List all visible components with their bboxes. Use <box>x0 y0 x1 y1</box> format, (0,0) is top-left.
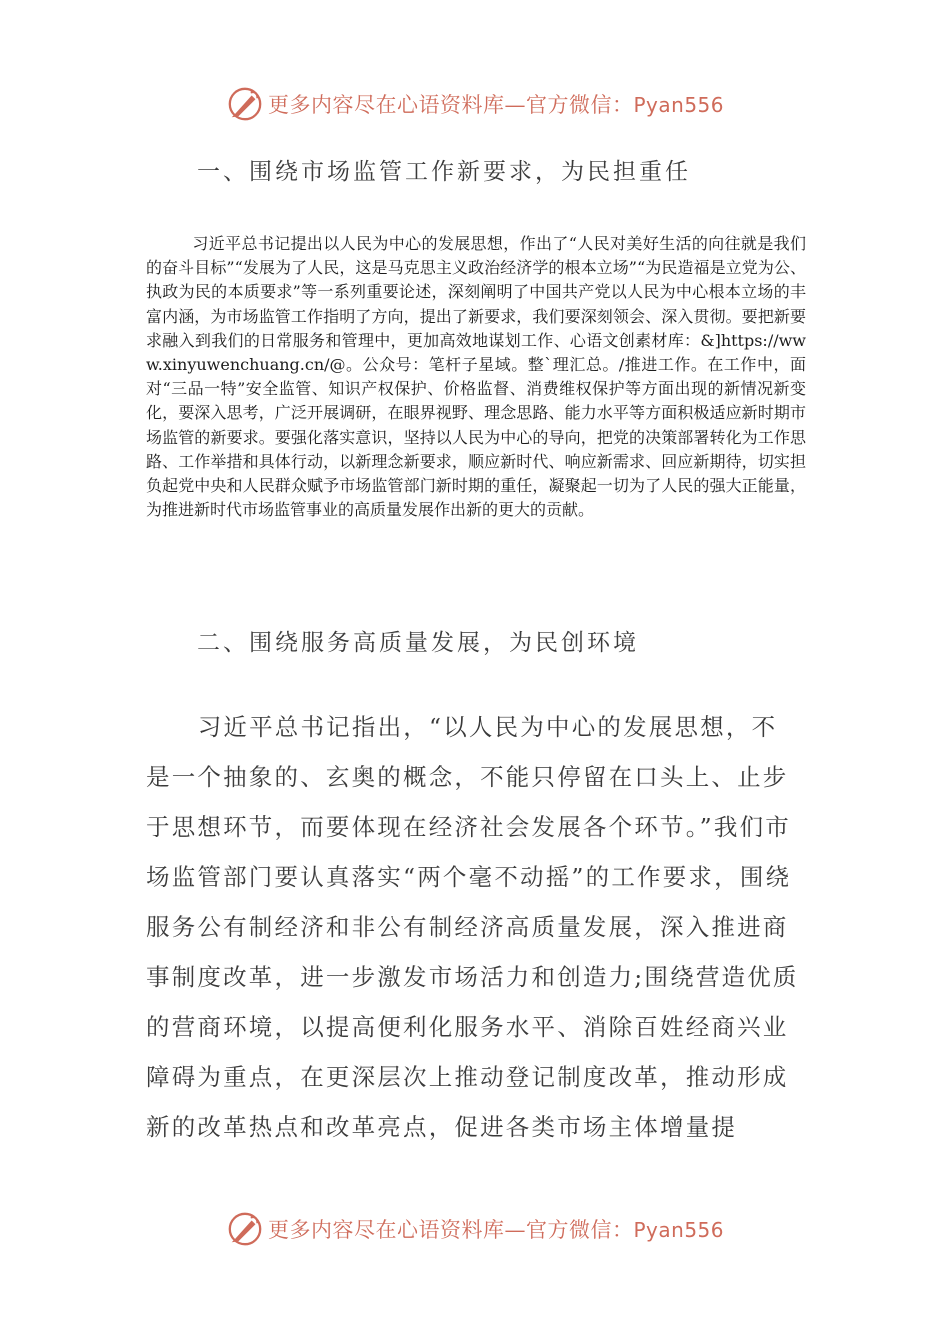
banner-text <box>268 1214 724 1244</box>
banner-wechat-id: Pyan556 <box>633 93 725 117</box>
header-banner <box>226 84 724 124</box>
section-2-paragraph: 习近平总书记指出，“以人民为中心的发展思想，不是一个抽象的、玄奥的概念，不能只停留在口头上、止步于思想环节，而要体现在经济社会发展各个环节。”我们市场监管部门要认真落实“两个毫不动摇”的工作要求，围绕服务公有制经济和非公有制经济高质量发展，深入推进商事制度改革，进一步激发市场活力和创造力;围绕营造优质的营商环境，以提高便利化服务水平、消除百姓经商兴业障碍为重点，在更深层次上推动登记制度改革，推动形成新的改革热点和改革亮点，促进各类市场主体增量提 <box>146 713 799 1141</box>
footer-banner <box>226 1209 724 1249</box>
banner-text-cn: 更多内容尽在心语资料库—官方微信： <box>268 1218 634 1242</box>
section-1-paragraph: 习近平总书记提出以人民为中心的发展思想，作出了“人民对美好生活的向往就是我们的奋斗目标”“发展为了人民，这是马克思主义政治经济学的根本立场”“为民造福是立党为公、执政为民的本质要求”等一系列重要论述，深刻阐明了中国共产党以人民为中心根本立场的丰富内涵，为市场监管工作指明了方向，提出了新要求，我们要深刻领会、深入贯彻。要把新要求融入到我们的日常服务和管理中，更加高效地谋划工作、心语文创素材库：&]https://www.xinyuwenchuang.cn/@。公众号：笔杆子星域。整`理汇总。/推进工作。在工作中，面对“三品一特”安全监管、知识产权保护、价格监督、消费维权保护等方面出现的新情况新变化，要深入思考，广泛开展调研，在眼界视野、理念思路、能力水平等方面积极适应新时期市场监管的新要求。要强化落实意识，坚持以人民为中心的导向，把党的决策部署转化为工作思路、工作举措和具体行动，以新理念新要求，顺应新时代、响应新需求、回应新期待，切实担负起党中央和人民群众赋予市场监管部门新时期的重任，凝聚起一切为了人民的强大正能量，为推进新时代市场监管事业的高质量发展作出新的更大的贡献。 <box>146 234 806 520</box>
banner-text <box>268 89 724 119</box>
pen-logo-icon <box>226 1210 264 1248</box>
section-2-heading: 二、围绕服务高质量发展，为民创环境 <box>197 630 639 656</box>
banner-text-cn: 更多内容尽在心语资料库—官方微信： <box>268 93 634 117</box>
pen-logo-icon <box>226 85 264 123</box>
section-1-heading: 一、围绕市场监管工作新要求，为民担重任 <box>197 159 691 185</box>
banner-wechat-id: Pyan556 <box>633 1218 725 1242</box>
